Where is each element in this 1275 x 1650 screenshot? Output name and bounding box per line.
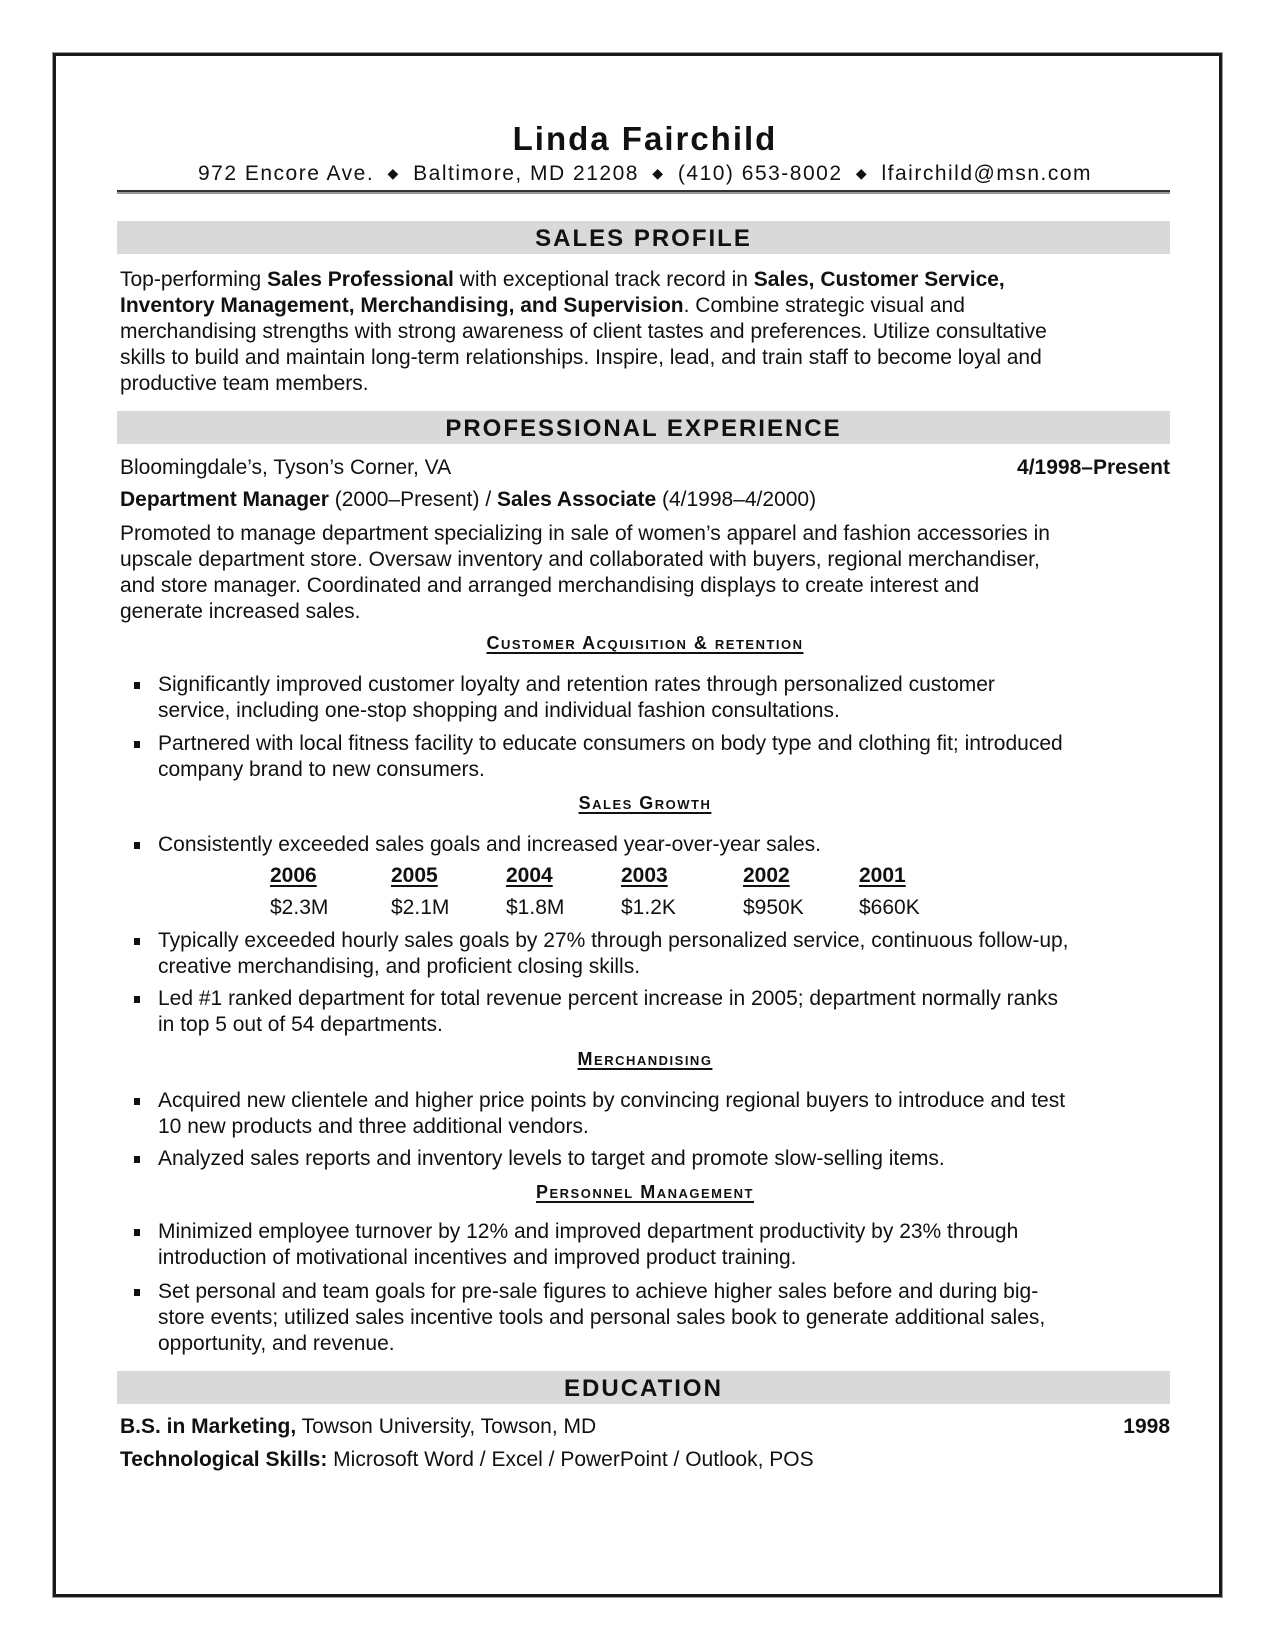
job-title: Department Manager	[120, 488, 329, 511]
text: Typically exceeded hourly sales goals by 27% through personalized service, continuous follow-up,	[158, 929, 1069, 952]
diamond-separator-icon: ◆	[652, 165, 665, 181]
value: $2.3M	[270, 896, 329, 919]
text: generate increased sales.	[120, 600, 361, 623]
candidate-name: Linda Fairchild	[512, 120, 778, 157]
section-heading-education: EDUCATION	[117, 1371, 1170, 1404]
text: merchandising strengths with strong awareness of client tastes and preferences. Utilize consultative	[120, 320, 1047, 343]
section-heading-profile: SALES PROFILE	[117, 221, 1170, 254]
city: Baltimore, MD 21208	[413, 162, 639, 185]
header-rule	[117, 190, 1170, 194]
text: upscale department store. Oversaw inventory and collaborated with buyers, regional merchandiser,	[120, 548, 1040, 571]
employer: Bloomingdale’s, Tyson’s Corner, VA	[120, 456, 452, 479]
text: Inventory Management, Merchandising, and Supervision	[120, 294, 684, 317]
education-row	[120, 1414, 1170, 1440]
text: with exceptional track record in	[453, 268, 754, 291]
section-heading-experience: PROFESSIONAL EXPERIENCE	[117, 411, 1170, 444]
text: Significantly improved customer loyalty and retention rates through personalized customer	[158, 673, 995, 696]
text: Customer Acquisition & retention	[486, 633, 804, 653]
text: Sales Growth	[578, 793, 712, 813]
email-link[interactable]: lfairchild@msn.com	[881, 162, 1093, 185]
year: 2003	[621, 864, 668, 887]
subheading-merchandising	[120, 1049, 1170, 1070]
text: (4/1998–4/2000)	[656, 488, 817, 511]
sales-column	[270, 864, 329, 919]
year: 2004	[506, 864, 553, 887]
text: Top-performing	[120, 268, 268, 291]
text: store events; utilized sales incentive tools and personal sales book to generate additional sales,	[158, 1306, 1046, 1329]
text: Minimized employee turnover by 12% and improved department productivity by 23% through	[158, 1220, 1019, 1243]
text: 10 new products and three additional vendors.	[158, 1115, 589, 1138]
sales-column	[859, 864, 920, 919]
year: 2006	[270, 864, 317, 887]
sales-column	[391, 864, 450, 919]
text: Analyzed sales reports and inventory levels to target and promote slow-selling items.	[158, 1147, 945, 1170]
text: introduction of motivational incentives and improved product training.	[158, 1246, 797, 1269]
diamond-separator-icon: ◆	[855, 165, 869, 181]
list-item	[158, 1146, 1168, 1172]
text: Partnered with local fitness facility to educate consumers on body type and clothing fit; introduced	[158, 732, 1063, 755]
school: Towson University, Towson, MD	[296, 1415, 597, 1438]
list-item	[158, 731, 1168, 783]
text: and store manager. Coordinated and arranged merchandising displays to create interest and	[120, 574, 980, 597]
graduation-year: 1998	[1123, 1415, 1170, 1438]
profile-summary	[120, 267, 1170, 397]
job-titles	[120, 487, 1170, 513]
year: 2002	[743, 864, 790, 887]
list-item	[158, 928, 1168, 980]
list-item	[158, 986, 1168, 1038]
text: Led #1 ranked department for total revenue percent increase in 2005; department normally ranks	[158, 987, 1059, 1010]
text: service, including one-stop shopping and individual fashion consultations.	[158, 699, 840, 722]
text: . Combine strategic visual and	[683, 294, 965, 317]
list-item	[158, 1279, 1168, 1357]
text: Consistently exceeded sales goals and increased year-over-year sales.	[158, 833, 822, 856]
text: Personnel Management	[535, 1182, 754, 1202]
text: creative merchandising, and proficient closing skills.	[158, 955, 641, 978]
employment-dates: 4/1998–Present	[1017, 456, 1170, 479]
text: Promoted to manage department specializing in sale of women’s apparel and fashion accessories in	[120, 522, 1050, 545]
job-title: Sales Associate	[496, 488, 657, 511]
skills-list: Microsoft Word / Excel / PowerPoint / Outlook, POS	[327, 1448, 814, 1471]
year: 2005	[391, 864, 438, 887]
phone: (410) 653-8002	[677, 162, 843, 185]
value: $1.8M	[506, 896, 565, 919]
degree: B.S. in Marketing,	[120, 1415, 297, 1438]
subheading-customer-acquisition	[120, 633, 1170, 654]
list-item	[158, 1088, 1168, 1140]
text: opportunity, and revenue.	[158, 1332, 395, 1355]
list-item	[158, 672, 1168, 724]
text: Sales Professional	[267, 268, 454, 291]
skills-row	[120, 1447, 1170, 1473]
text: Sales, Customer Service,	[753, 268, 1005, 291]
text: Acquired new clientele and higher price points by convincing regional buyers to introduce and test	[158, 1089, 1066, 1112]
list-item	[158, 832, 1168, 858]
text: company brand to new consumers.	[158, 758, 485, 781]
subheading-sales-growth	[120, 793, 1170, 814]
employer-row	[120, 455, 1170, 481]
sales-column	[743, 864, 804, 919]
address: 972 Encore Ave.	[197, 162, 375, 185]
list-item	[158, 1219, 1168, 1271]
text: Merchandising	[577, 1049, 713, 1069]
sales-column	[621, 864, 676, 919]
job-summary	[120, 521, 1170, 625]
value: $1.2K	[621, 896, 676, 919]
text: skills to build and maintain long-term relationships. Inspire, lead, and train staff to become loyal and	[120, 346, 1042, 369]
text: (2000–Present) /	[328, 488, 497, 511]
subheading-personnel-management	[120, 1182, 1170, 1203]
value: $2.1M	[391, 896, 450, 919]
value: $660K	[859, 896, 920, 919]
contact-line	[120, 162, 1170, 186]
year: 2001	[859, 864, 906, 887]
value: $950K	[743, 896, 804, 919]
text: Set personal and team goals for pre-sale figures to achieve higher sales before and during big-	[158, 1280, 1039, 1303]
text: productive team members.	[120, 372, 369, 395]
text: in top 5 out of 54 departments.	[158, 1013, 443, 1036]
diamond-separator-icon: ◆	[387, 165, 400, 181]
sales-column	[506, 864, 565, 919]
skills-label: Technological Skills:	[120, 1448, 328, 1471]
